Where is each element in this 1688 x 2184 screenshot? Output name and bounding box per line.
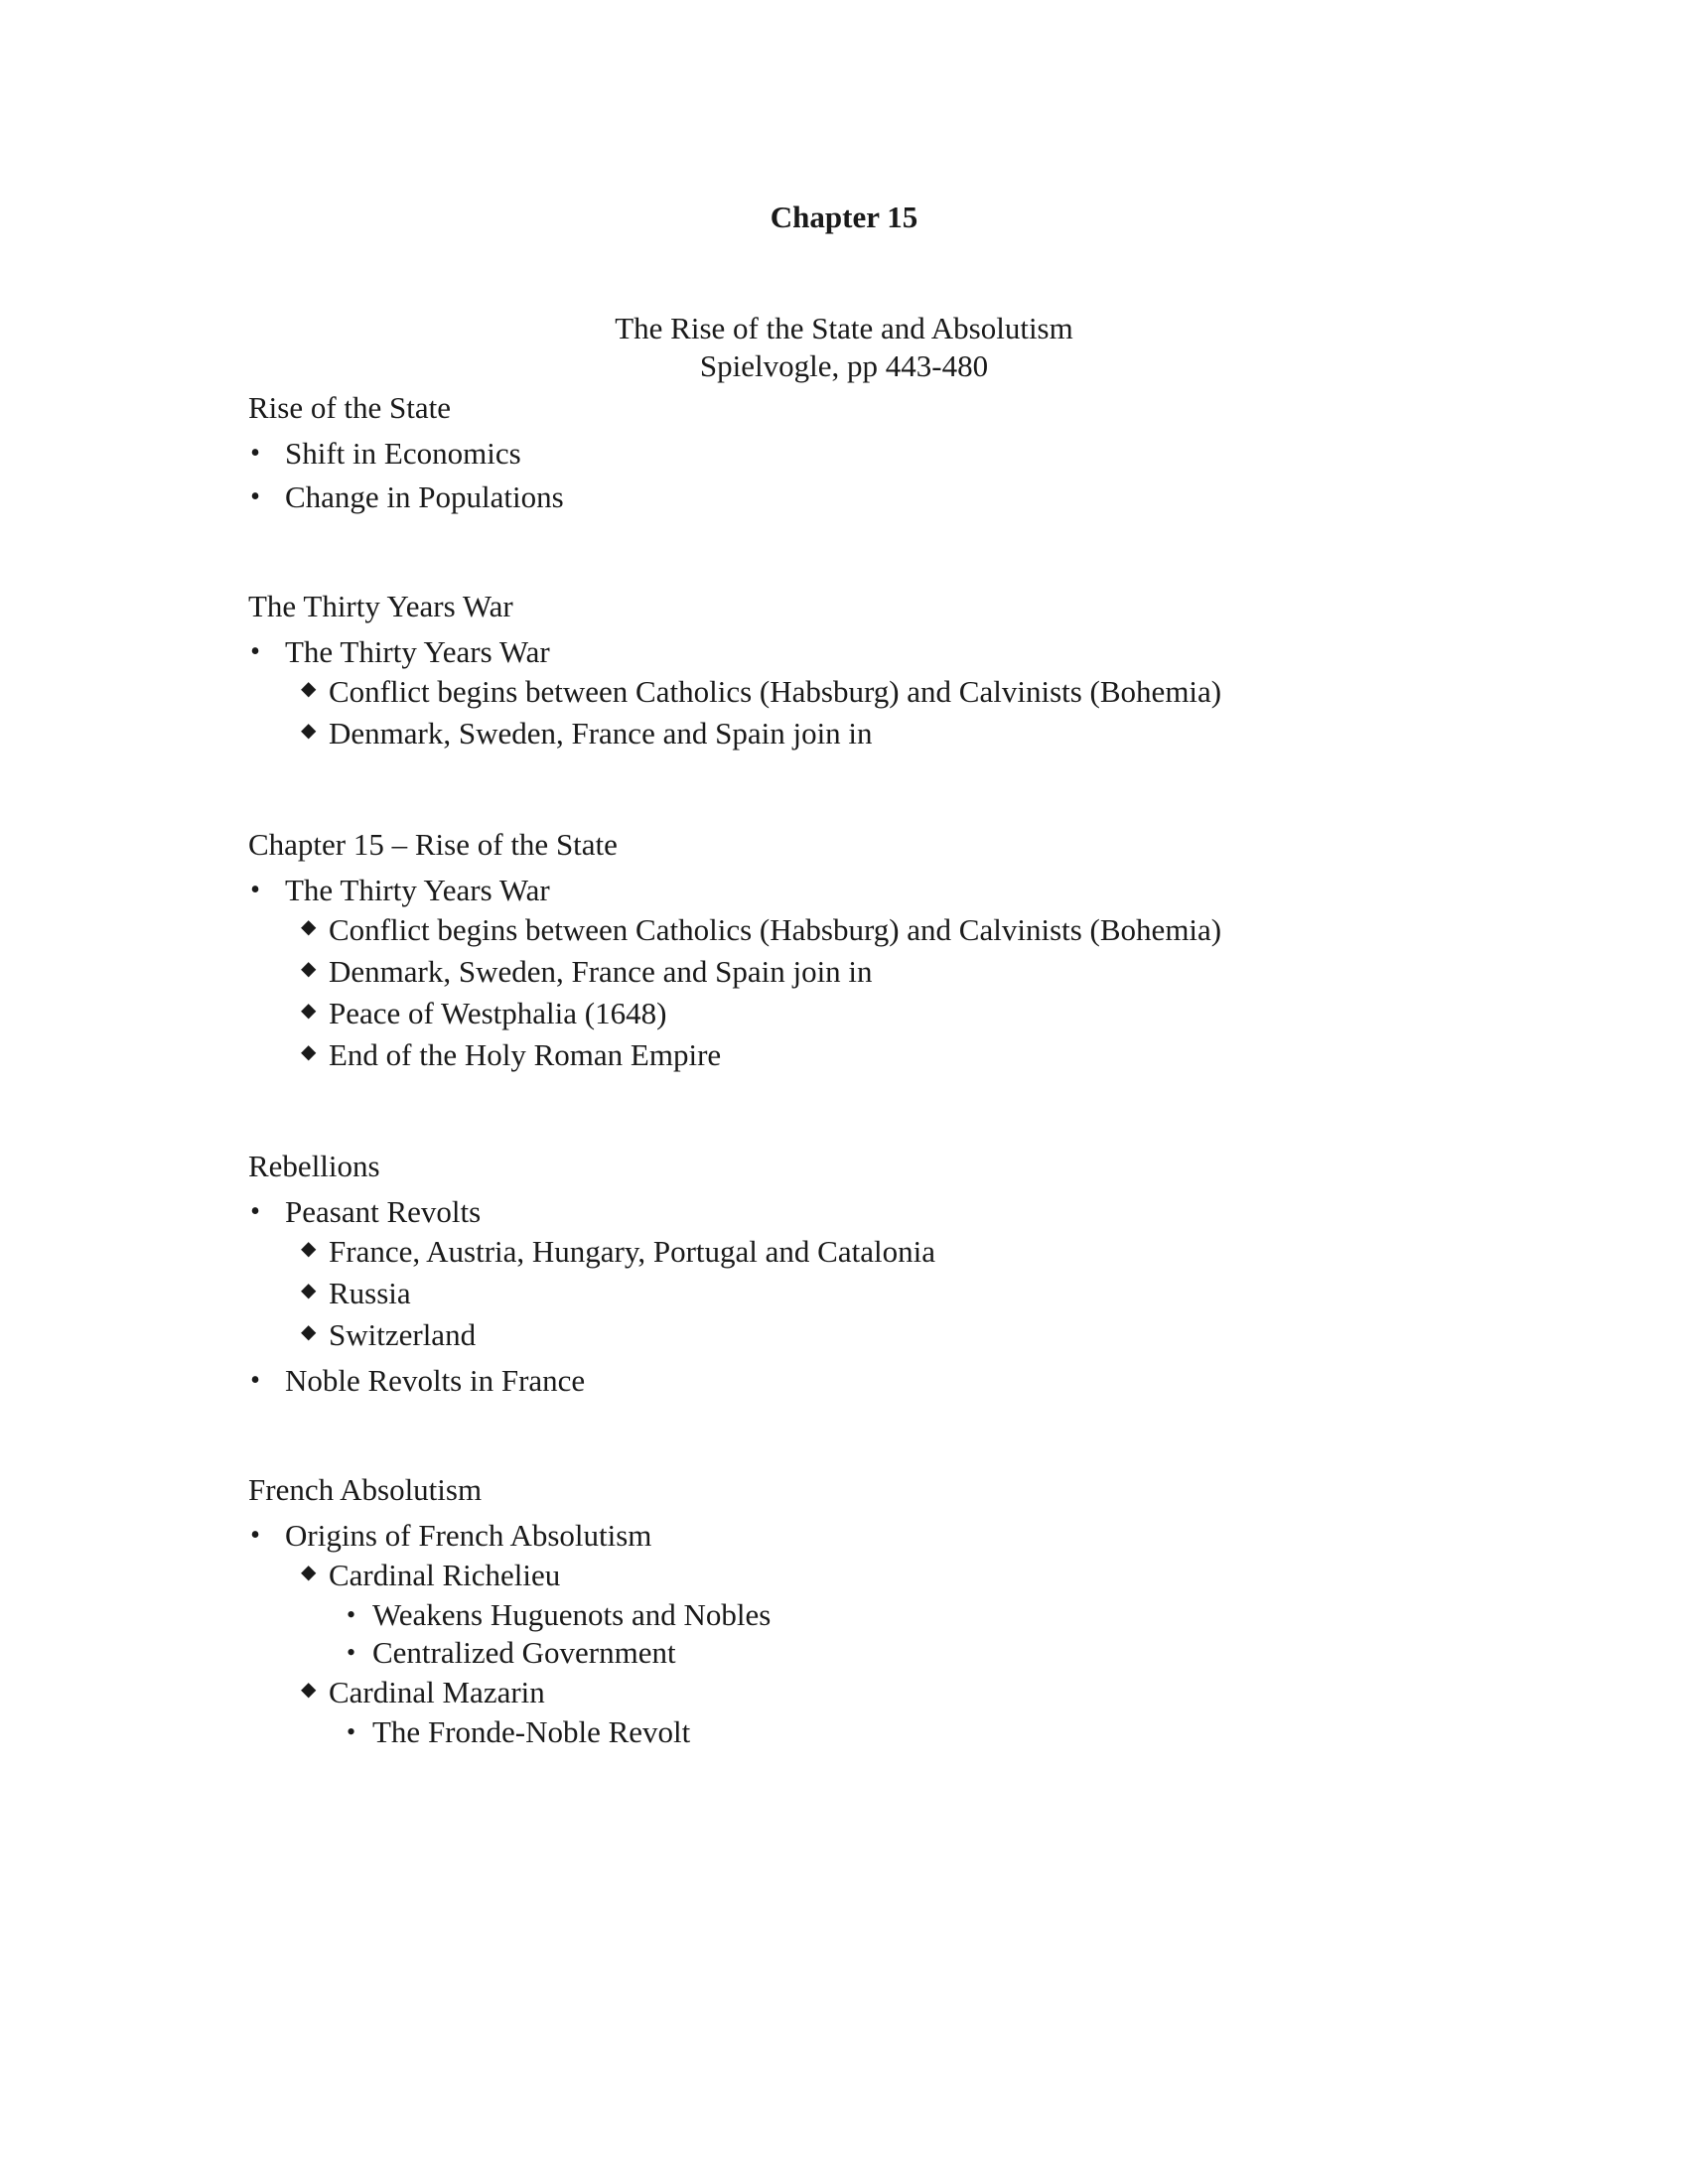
bullet-list — [248, 1517, 1589, 1751]
list-item — [248, 633, 1589, 754]
list-item-text: The Thirty Years War — [285, 634, 550, 669]
sub-list-item — [285, 1034, 1589, 1076]
bullet-dot-icon: • — [250, 438, 260, 469]
sub-list-item — [285, 713, 1589, 754]
diamond-bullet-icon: ◆ — [301, 1238, 317, 1260]
chapter-title: Chapter 15 — [770, 200, 918, 234]
sub-list-item — [285, 1555, 1589, 1672]
sub-list-item-text: End of the Holy Roman Empire — [329, 1037, 722, 1072]
list-item — [248, 872, 1589, 1076]
list-item-text: Peasant Revolts — [285, 1194, 482, 1229]
sub-sub-bullet-list — [285, 1596, 1589, 1672]
outline-content — [248, 387, 1589, 1751]
list-item — [248, 478, 1589, 516]
diamond-bullet-icon: ◆ — [301, 720, 317, 742]
section-the-thirty-years-war — [248, 586, 1589, 754]
list-item — [248, 1517, 1589, 1751]
sub-sub-list-item-text: Weakens Huguenots and Nobles — [372, 1597, 772, 1632]
sub-bullet-list — [285, 1555, 1589, 1751]
list-item-text: The Thirty Years War — [285, 873, 550, 907]
list-item — [248, 1362, 1589, 1400]
sub-list-item — [285, 1314, 1589, 1356]
subtitle-title: The Rise of the State and Absolutism — [615, 311, 1073, 345]
sub-list-item-text: Denmark, Sweden, France and Spain join in — [329, 954, 873, 989]
sub-list-item — [285, 909, 1589, 951]
sub-list-item — [285, 1231, 1589, 1273]
bullet-list — [248, 435, 1589, 516]
sub-list-item — [285, 1273, 1589, 1314]
sub-sub-list-item — [285, 1596, 1589, 1634]
section-heading: Rebellions — [248, 1149, 380, 1183]
diamond-bullet-icon: ◆ — [301, 1000, 317, 1022]
sub-list-item-text: Cardinal Mazarin — [329, 1675, 545, 1709]
sub-list-item-text: Russia — [329, 1276, 411, 1310]
list-item — [248, 1193, 1589, 1356]
diamond-bullet-icon: ◆ — [301, 916, 317, 938]
sub-sub-list-item-text: Centralized Government — [372, 1635, 676, 1670]
diamond-bullet-icon: ◆ — [301, 1041, 317, 1063]
small-bullet-icon: • — [347, 1600, 356, 1629]
sub-list-item-text: Peace of Westphalia (1648) — [329, 996, 667, 1030]
section-rebellions — [248, 1146, 1589, 1400]
diamond-bullet-icon: ◆ — [301, 1321, 317, 1343]
section-chapter-15-rise-of-the-state — [248, 824, 1589, 1076]
sub-sub-list-item-text: The Fronde-Noble Revolt — [372, 1714, 691, 1749]
sub-list-item-text: Denmark, Sweden, France and Spain join in — [329, 716, 873, 751]
subtitle-reference: Spielvogle, pp 443-480 — [699, 348, 989, 383]
small-bullet-icon: • — [347, 1638, 356, 1667]
bullet-dot-icon: • — [250, 875, 260, 905]
section-heading: Rise of the State — [248, 390, 452, 425]
bullet-dot-icon: • — [250, 1196, 260, 1227]
bullet-dot-icon: • — [250, 1365, 260, 1396]
section-heading: The Thirty Years War — [248, 589, 513, 623]
diamond-bullet-icon: ◆ — [301, 1562, 317, 1583]
small-bullet-icon: • — [347, 1717, 356, 1746]
sub-list-item — [285, 671, 1589, 713]
bullet-dot-icon: • — [250, 636, 260, 667]
section-heading: Chapter 15 – Rise of the State — [248, 827, 618, 862]
section-rise-of-the-state — [248, 387, 1589, 516]
diamond-bullet-icon: ◆ — [301, 1280, 317, 1301]
bullet-list — [248, 1193, 1589, 1400]
bullet-dot-icon: • — [250, 1520, 260, 1551]
sub-list-item — [285, 1672, 1589, 1751]
list-item — [248, 435, 1589, 473]
sub-list-item-text: France, Austria, Hungary, Portugal and Catalonia — [329, 1234, 935, 1269]
sub-bullet-list — [285, 671, 1589, 754]
sub-list-item-text: Cardinal Richelieu — [329, 1558, 561, 1592]
sub-sub-list-item — [285, 1713, 1589, 1751]
bullet-dot-icon: • — [250, 481, 260, 512]
diamond-bullet-icon: ◆ — [301, 1679, 317, 1701]
list-item-text: Origins of French Absolutism — [285, 1518, 652, 1553]
sub-list-item-text: Switzerland — [329, 1317, 477, 1352]
list-item-text: Change in Populations — [285, 479, 564, 514]
diamond-bullet-icon: ◆ — [301, 958, 317, 980]
section-french-absolutism — [248, 1469, 1589, 1751]
bullet-list — [248, 872, 1589, 1076]
sub-bullet-list — [285, 909, 1589, 1076]
chapter-subtitle — [0, 310, 1688, 385]
sub-list-item-text: Conflict begins between Catholics (Habsburg) and Calvinists (Bohemia) — [329, 674, 1222, 709]
section-heading: French Absolutism — [248, 1472, 483, 1507]
sub-list-item — [285, 993, 1589, 1034]
sub-sub-list-item — [285, 1634, 1589, 1672]
sub-list-item — [285, 951, 1589, 993]
sub-list-item-text: Conflict begins between Catholics (Habsburg) and Calvinists (Bohemia) — [329, 912, 1222, 947]
diamond-bullet-icon: ◆ — [301, 678, 317, 700]
list-item-text: Shift in Economics — [285, 436, 521, 471]
sub-sub-bullet-list — [285, 1713, 1589, 1751]
list-item-text: Noble Revolts in France — [285, 1363, 586, 1398]
bullet-list — [248, 633, 1589, 754]
sub-bullet-list — [285, 1231, 1589, 1356]
